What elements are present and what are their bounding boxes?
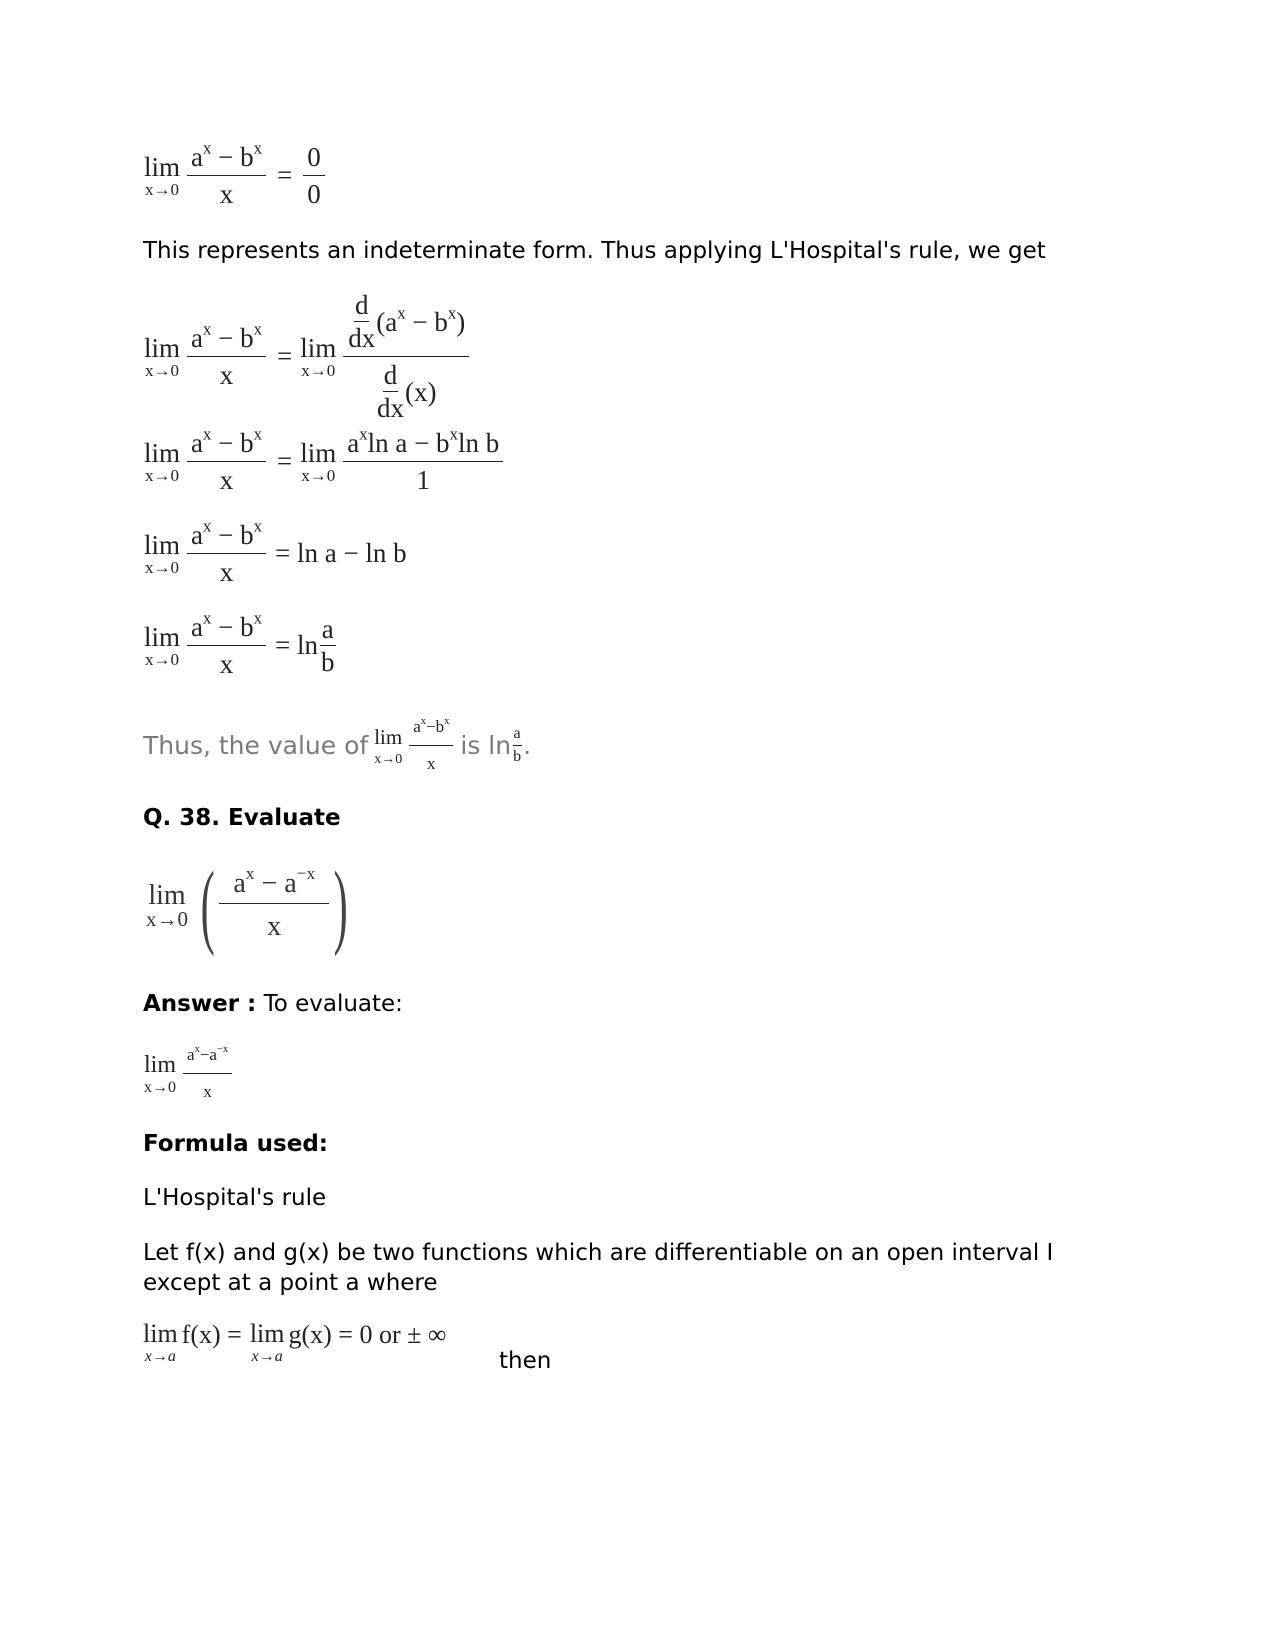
- answer-expression: lim x→0 $\frac{a^x-a^{-x}}{x}$: [144, 1040, 235, 1107]
- conclusion-line: Thus, the value of lim x→0 $\frac{a^x-b^x}{x}$ is ln $\frac{a}{b}$ .: [143, 712, 531, 779]
- equation-limit-zero-over-zero: lim x→0 $\frac{a^x - b^x}{x}$ = $\frac{0}{0}$: [144, 142, 328, 209]
- question-expression: lim x→0 ( $\frac{a^x - a^{-x}}{x}$ ): [146, 853, 348, 957]
- formula-used-heading: Formula used:: [143, 1131, 328, 1157]
- fraction: $\frac{a^x - b^x}{x}$: [187, 142, 266, 209]
- answer-line: Answer : To evaluate:: [143, 991, 403, 1017]
- question-title: Q. 38. Evaluate: [143, 805, 341, 831]
- then-text: then: [499, 1348, 552, 1374]
- equation-derivative-result: lim x→0 $\frac{a^x - b^x}{x}$ = lim x→0 $\frac{a^x\ln a - b^x\ln b}{1}$: [144, 428, 506, 495]
- indeterminate-form-text: This represents an indeterminate form. Thus applying L'Hospital's rule, we get: [143, 238, 1046, 264]
- rule-description: Let f(x) and g(x) be two functions which are differentiable on an open interval I except at a point a where: [143, 1240, 1054, 1296]
- equation-lhospital-derivatives: lim x→0 $\frac{a^x - b^x}{x}$ = lim x→0 $\frac{d}{dx}$ $(a^x - b^x)$ $\frac{d}{dx}$ (x): [144, 290, 472, 423]
- condition-line: lim x→a f(x) = lim x→a g(x) = 0 or ± ∞ then: [143, 1319, 552, 1374]
- derivative-ratio: $\frac{d}{dx}$ $(a^x - b^x)$ $\frac{d}{dx}$ (x): [343, 290, 469, 423]
- equation-ln-ratio: lim x→0 $\frac{a^x - b^x}{x}$ = ln $\frac{a}{b}$: [144, 608, 335, 679]
- equation-ln-difference: lim x→0 $\frac{a^x - b^x}{x}$ = ln a − ln b: [144, 516, 407, 587]
- fraction-zero-over-zero: $\frac{0}{0}$: [303, 142, 325, 209]
- limit-operator: lim x→0: [144, 151, 181, 199]
- rule-name: L'Hospital's rule: [143, 1185, 327, 1211]
